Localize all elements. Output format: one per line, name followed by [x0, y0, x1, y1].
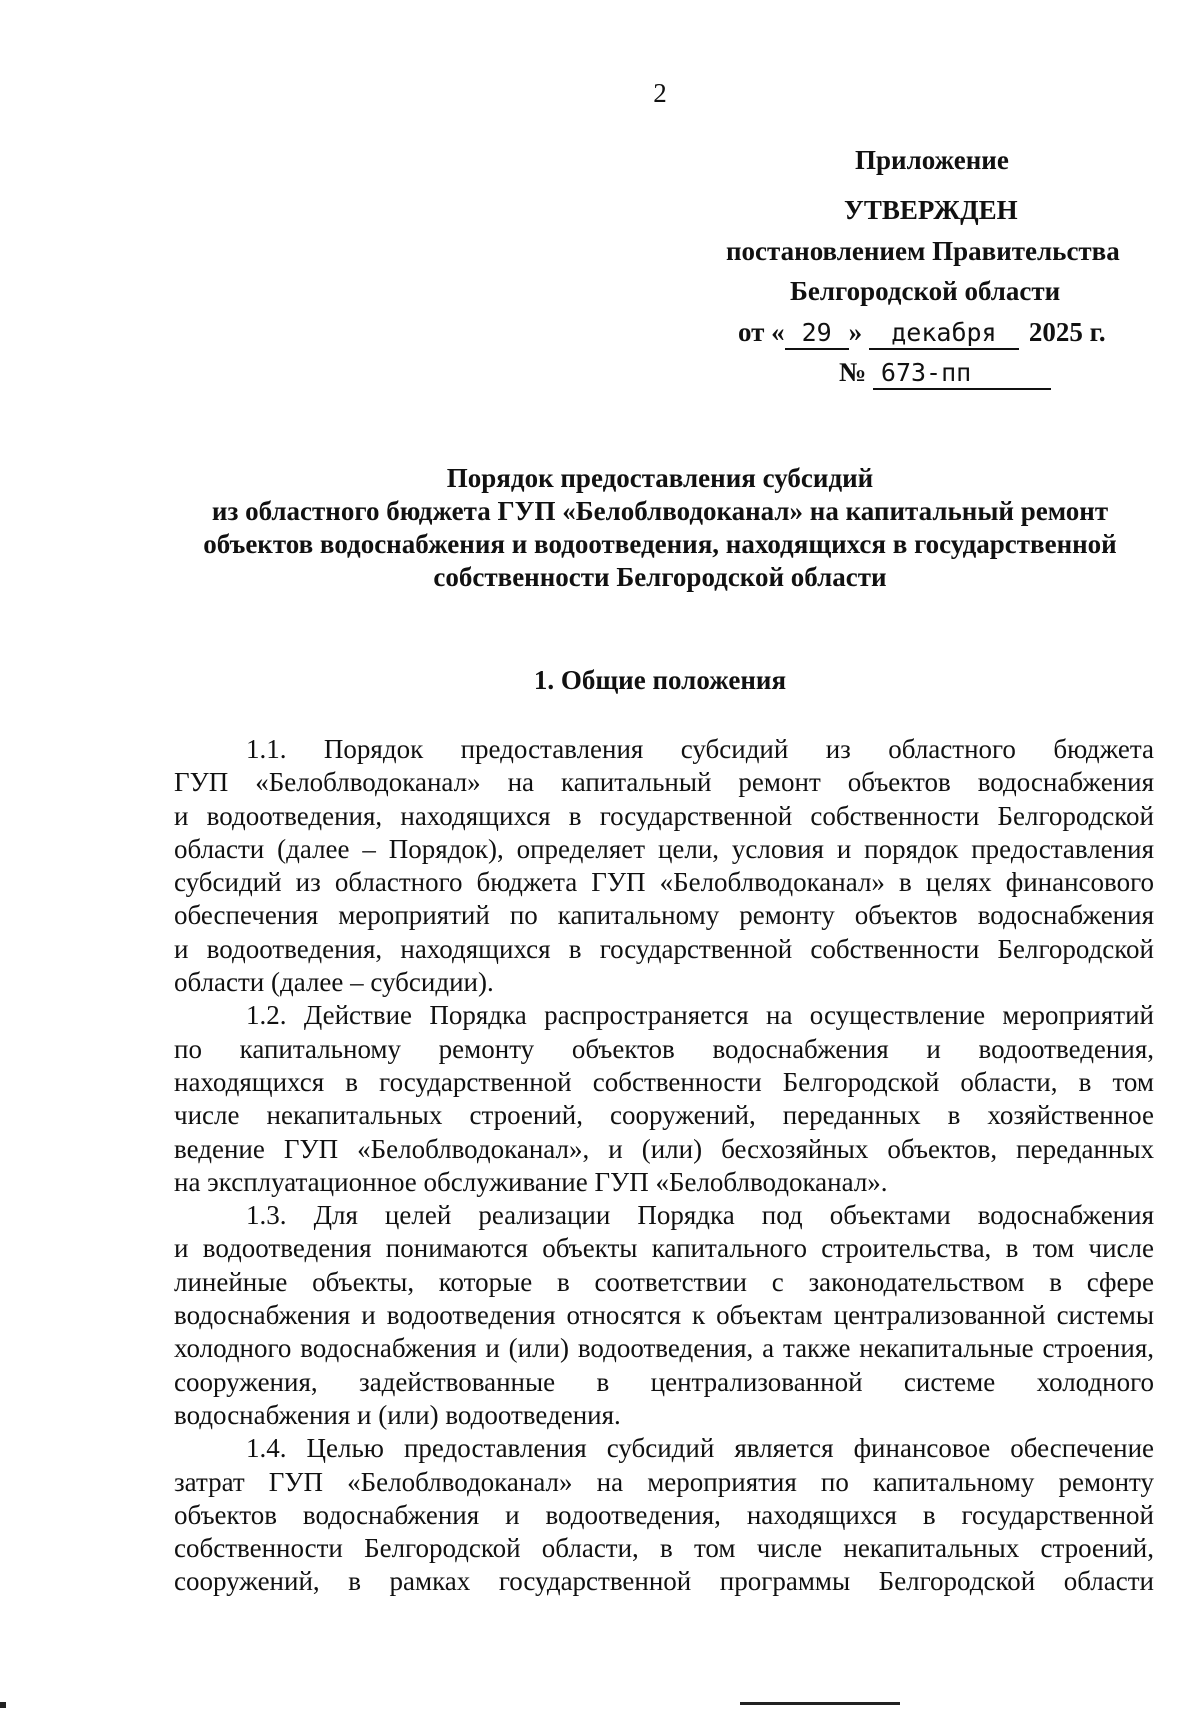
section-heading: 1. Общие положения [533, 665, 787, 695]
date-day: 29 [785, 318, 849, 350]
title-line: Порядок предоставления субсидий [446, 463, 874, 493]
body-line: объектов водоснабжения и водоотведения, находящихся в государственной [174, 1499, 1154, 1530]
scan-artifact [740, 1702, 900, 1705]
body-line: ГУП «Белоблводоканал» на капитальный ремонт объектов водоснабжения [174, 767, 1154, 798]
body-line: линейные объекты, которые в соответствии с законодательством в сфере [174, 1266, 1154, 1297]
body-line: ведение ГУП «Белоблводоканал», и (или) бесхозяйных объектов, переданных [174, 1133, 1154, 1164]
body-line: находящихся в государственной собственности Белгородской области, в том [174, 1066, 1154, 1097]
title-line: из областного бюджета ГУП «Белоблводоканал» на капитальный ремонт [211, 496, 1109, 526]
decree-date [738, 312, 1106, 352]
body-line: собственности Белгородской области, в том числе некапитальных строений, [174, 1533, 1154, 1564]
number-prefix: № [839, 357, 867, 387]
body-line: холодного водоснабжения и (или) водоотведения, а также некапитальные строения, [174, 1333, 1154, 1364]
decree-number [839, 352, 1051, 392]
number-value: 673-пп [873, 358, 1051, 390]
body-line: числе некапитальных строений, сооружений, переданных в хозяйственное [174, 1100, 1154, 1131]
date-month: декабря [869, 318, 1019, 350]
scan-artifact [0, 1702, 6, 1708]
title-line: объектов водоснабжения и водоотведения, находящихся в государственной [203, 529, 1117, 559]
body-line: на эксплуатационное обслуживание ГУП «Белоблводоканал». [174, 1166, 888, 1197]
paragraph-1-1: 1.1. Порядок предоставления субсидий из областного бюджета [246, 734, 1154, 764]
body-line: и водоотведения, находящихся в государственной собственности Белгородской [174, 933, 1154, 964]
date-prefix: от « [738, 317, 785, 347]
appendix-label: Приложение [855, 145, 1009, 175]
decree-line-1: постановлением Правительства [726, 236, 1120, 266]
document-title [150, 462, 1170, 594]
body-line: по капитальному ремонту объектов водоснабжения и водоотведения, [174, 1033, 1154, 1064]
body-line: области (далее – Порядок), определяет цели, условия и порядок предоставления [174, 833, 1154, 864]
body-line: сооружений, в рамках государственной программы Белгородской области [174, 1566, 1154, 1597]
body-line: субсидий из областного бюджета ГУП «Белоблводоканал» в целях финансового [174, 867, 1154, 898]
body-line: сооружения, задействованные в централизованной системе холодного [174, 1366, 1154, 1397]
approved-label: УТВЕРЖДЕН [844, 195, 1018, 225]
body-line: области (далее – субсидии). [174, 967, 494, 998]
page-number: 2 [653, 78, 667, 108]
body-line: затрат ГУП «Белоблводоканал» на мероприятия по капитальному ремонту [174, 1466, 1154, 1497]
body-line: и водоотведения понимаются объекты капитального строительства, в том числе [174, 1233, 1154, 1264]
body-text [174, 733, 1154, 1599]
body-line: водоснабжения и (или) водоотведения. [174, 1399, 621, 1430]
paragraph-1-4: 1.4. Целью предоставления субсидий является финансовое обеспечение [246, 1433, 1154, 1464]
date-year: 2025 г. [1028, 317, 1106, 347]
date-mid: » [848, 317, 863, 347]
paragraph-1-3: 1.3. Для целей реализации Порядка под объектами водоснабжения [246, 1200, 1154, 1231]
body-line: и водоотведения, находящихся в государственной собственности Белгородской [174, 800, 1154, 831]
body-line: водоснабжения и водоотведения относятся к объектам централизованной системы [174, 1300, 1154, 1331]
decree-line-2: Белгородской области [790, 276, 1061, 306]
body-line: обеспечения мероприятий по капитальному ремонту объектов водоснабжения [174, 900, 1154, 931]
title-line: собственности Белгородской области [433, 562, 887, 592]
paragraph-1-2: 1.2. Действие Порядка распространяется на осуществление мероприятий [246, 1000, 1154, 1031]
